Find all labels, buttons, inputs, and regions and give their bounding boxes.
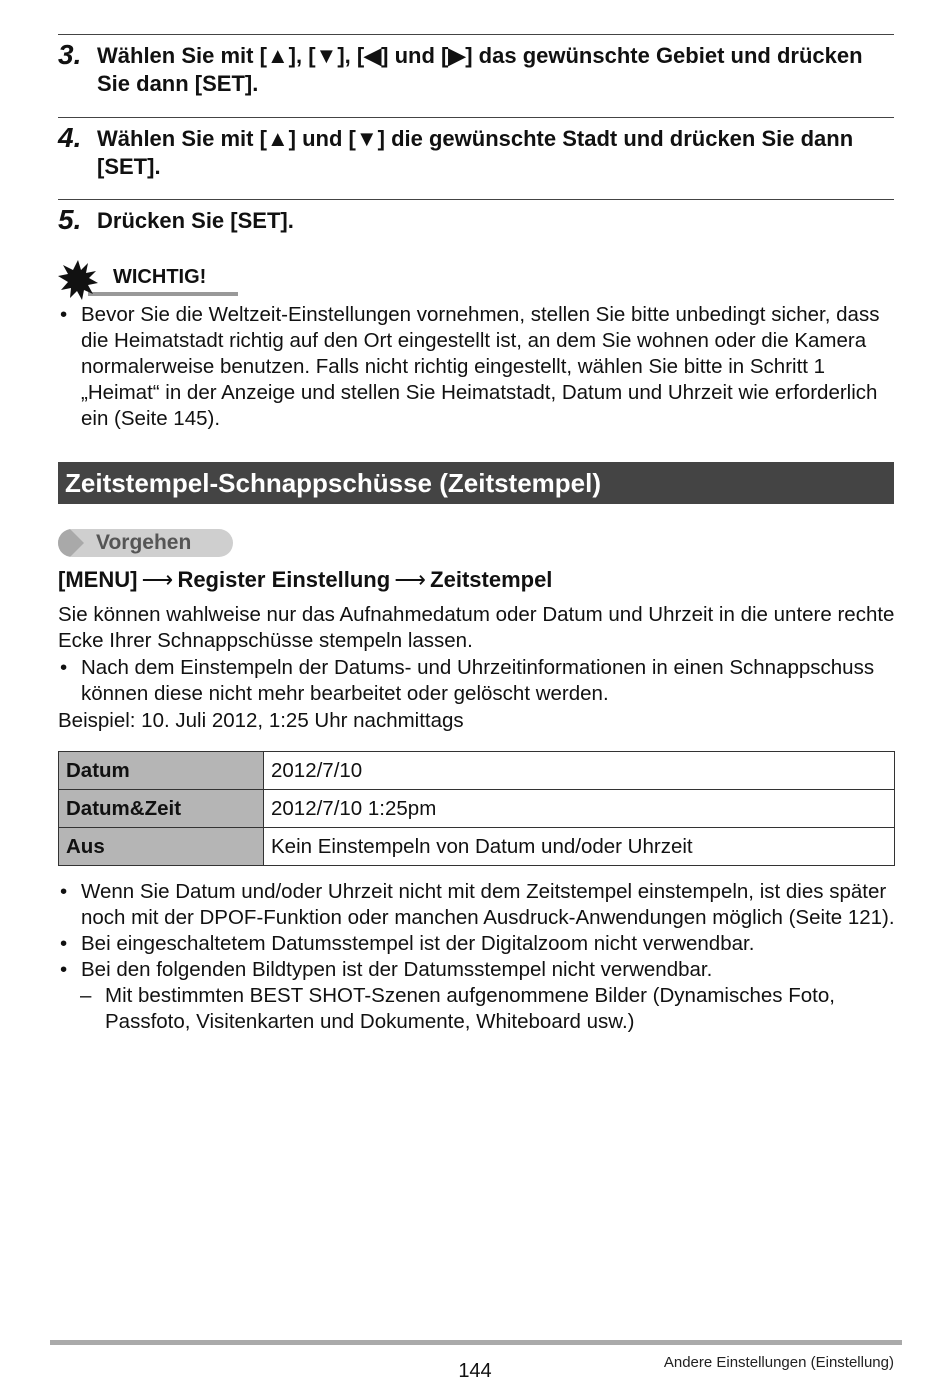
table-row [59, 790, 895, 828]
settings-table [58, 751, 895, 866]
list-item: • Bei eingeschaltetem Datumsstempel ist der Digitalzoom nicht verwendbar. [58, 931, 898, 957]
step-text: Wählen Sie mit [▲] und [▼] die gewünschte Stadt und drücken Sie dann [SET]. [97, 126, 854, 179]
chapter-label: Andere Einstellungen (Einstellung) [663, 1354, 894, 1371]
step-number: 5. [58, 204, 82, 235]
list-item: • Wenn Sie Datum und/oder Uhrzeit nicht mit dem Zeitstempel einstempeln, ist dies später noch mit der DPOF-Funktion oder manchen Ausdruck-Anwendungen möglich (Seite 121). [58, 879, 898, 931]
table-row [59, 828, 895, 866]
notes-list [58, 879, 898, 1035]
arrow-right-icon: ⟶ [141, 567, 174, 592]
divider [58, 117, 894, 118]
step-number: 4. [58, 122, 82, 153]
badge-arrow-icon [70, 529, 84, 557]
arrow-right-icon: ⟶ [394, 567, 426, 592]
table-key: Datum [59, 752, 264, 790]
table-key: Aus [59, 828, 264, 866]
table-value: 2012/7/10 [264, 752, 895, 790]
badge-cap [58, 529, 70, 557]
example-text: Beispiel: 10. Juli 2012, 1:25 Uhr nachmittags [58, 709, 464, 732]
step-5 [58, 204, 894, 235]
page-number: 144 [458, 1360, 492, 1382]
step-3 [58, 39, 894, 98]
list-item: • Bevor Sie die Weltzeit-Einstellungen vornehmen, stellen Sie bitte unbedingt sicher, dass die Heimatstadt richtig auf den Ort eingestellt ist, an dem Sie wohnen oder die Kamera normalerweise benutzen. Falls nicht richtig eingestellt, wählen Sie bitte in Schritt 1 „Heimat“ in der Anzeige und stellen Sie Heimatstadt, Datum und Uhrzeit wie erforderlich ein (Seite 145). [58, 302, 898, 432]
important-list [58, 302, 898, 432]
table-value: Kein Einstempeln von Datum und/oder Uhrzeit [264, 828, 895, 866]
step-text: Drücken Sie [SET]. [97, 208, 294, 233]
step-text: Wählen Sie mit [▲], [▼], [◀] und [▶] das gewünschte Gebiet und drücken Sie dann [SET]. [97, 43, 863, 96]
menu-path-step: [MENU] [58, 567, 138, 592]
warning-burst-icon [58, 260, 98, 300]
section-title: Zeitstempel-Schnappschüsse (Zeitstempel) [58, 462, 894, 504]
important-notice [58, 258, 258, 302]
table-key: Datum&Zeit [59, 790, 264, 828]
important-label: WICHTIG! [113, 266, 207, 288]
procedure-badge [58, 529, 233, 557]
intro-paragraph: Sie können wahlweise nur das Aufnahmedatum oder Datum und Uhrzeit in die untere rechte Ecke Ihrer Schnappschüsse stempeln lassen. [58, 603, 895, 652]
procedure-label: Vorgehen [96, 531, 192, 554]
important-underline [88, 292, 238, 296]
menu-path-step: Register Einstellung [177, 567, 391, 592]
divider [58, 199, 894, 200]
intro-list [58, 655, 898, 707]
step-number: 3. [58, 39, 82, 70]
menu-path-step: Zeitstempel [430, 567, 553, 592]
table-value: 2012/7/10 1:25pm [264, 790, 895, 828]
table-row [59, 752, 895, 790]
list-item: • Nach dem Einstempeln der Datums- und Uhrzeitinformationen in einen Schnappschuss können diese nicht mehr bearbeitet oder gelöscht werden. [58, 655, 898, 707]
footer-divider [50, 1340, 902, 1345]
menu-path [58, 566, 552, 594]
divider [58, 34, 894, 35]
sub-list-item: – Mit bestimmten BEST SHOT-Szenen aufgenommene Bilder (Dynamisches Foto, Passfoto, Visitenkarten und Dokumente, Whiteboard usw.) [58, 983, 898, 1035]
step-4 [58, 122, 894, 181]
list-item: • Bei den folgenden Bildtypen ist der Datumsstempel nicht verwendbar. [58, 957, 898, 983]
